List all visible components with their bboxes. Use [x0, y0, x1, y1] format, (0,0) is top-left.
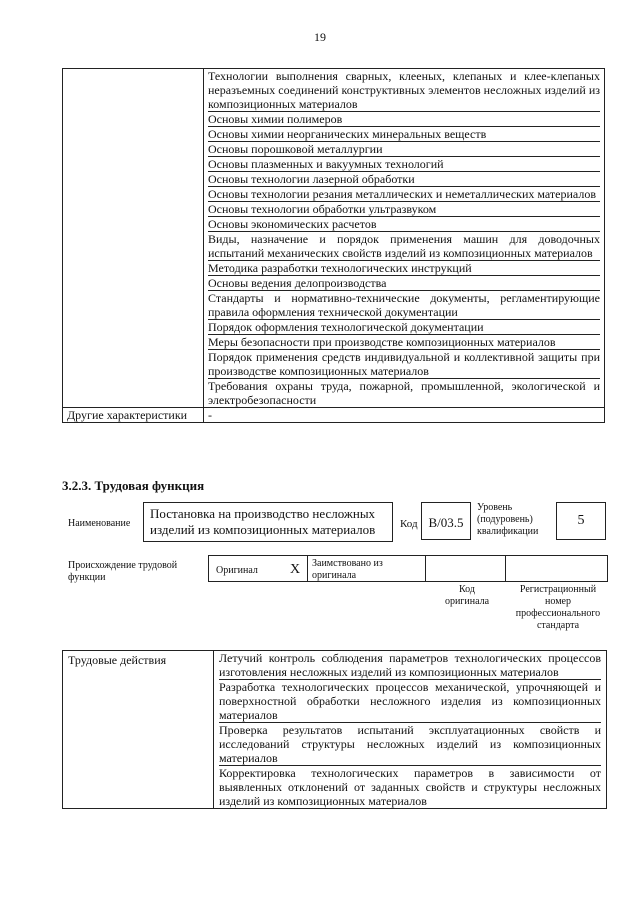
- level-label: Уровень (подуровень) квалификации: [477, 502, 539, 537]
- original-label: Оригинал: [216, 565, 258, 576]
- origin-divider: [425, 555, 426, 582]
- knowledge-item: Стандарты и нормативно-технические документы, регламентирующие правила оформления технической документации: [208, 291, 600, 319]
- knowledge-item: Основы экономических расчетов: [208, 216, 600, 231]
- knowledge-item: Требования охраны труда, пожарной, промышленной, экологической и электробезопасности: [208, 379, 600, 407]
- level-value: 5: [577, 513, 585, 528]
- actions-table: [62, 650, 607, 809]
- name-label: Наименование: [68, 518, 131, 529]
- knowledge-item: Виды, назначение и порядок применения машин для доводочных испытаний механических свойств изделий из композиционных материалов: [208, 232, 600, 260]
- knowledge-item: Порядок применения средств индивидуальной и коллективной защиты при производстве композиционных материалов: [208, 350, 600, 378]
- knowledge-item: Основы ведения делопроизводства: [208, 275, 600, 290]
- code-value: B/03.5: [428, 515, 464, 530]
- knowledge-item: Основы химии полимеров: [208, 111, 600, 126]
- action-item: Разработка технологических процессов механической, упрочняющей и поверхностной обработки несложного изделия из композиционных материалов: [219, 680, 601, 722]
- knowledge-item: Основы технологии обработки ультразвуком: [208, 201, 600, 216]
- knowledge-item: Методика разработки технологических инструкций: [208, 260, 600, 275]
- knowledge-item: Меры безопасности при производстве композиционных материалов: [208, 334, 600, 349]
- original-mark: X: [289, 562, 301, 577]
- other-characteristics-value: -: [204, 408, 605, 423]
- actions-label: Трудовые действия: [63, 651, 214, 809]
- knowledge-label-cell: [63, 69, 204, 408]
- origin-divider: [307, 555, 308, 582]
- code-original-label: Код оригинала: [444, 584, 490, 607]
- knowledge-items-cell: [204, 69, 605, 408]
- action-item: Проверка результатов испытаний эксплуатационных свойств и исследований структуры несложных изделий из композиционных материалов: [219, 723, 601, 765]
- section-title: 3.2.3. Трудовая функция: [62, 478, 205, 493]
- knowledge-item: Основы химии неорганических минеральных веществ: [208, 126, 600, 141]
- origin-divider: [505, 555, 506, 582]
- actions-items-cell: [214, 651, 607, 809]
- name-value: Постановка на производство несложных изделий из композиционных материалов: [150, 506, 376, 537]
- other-characteristics-label: Другие характеристики: [63, 408, 204, 423]
- action-item: Летучий контроль соблюдения параметров технологических процессов изготовления несложных изделий из композиционных материалов: [219, 651, 601, 679]
- knowledge-item: Основы плазменных и вакуумных технологий: [208, 156, 600, 171]
- page-number: 19: [314, 30, 326, 44]
- knowledge-table: [62, 68, 605, 423]
- origin-label: Происхождение трудовой функции: [68, 560, 178, 583]
- knowledge-item: Основы технологии лазерной обработки: [208, 171, 600, 186]
- knowledge-item: Технологии выполнения сварных, клееных, клепаных и клее-клепаных неразъемных соединений конструктивных элементов несложных изделий из композиционных материалов: [208, 69, 600, 111]
- action-item: Корректировка технологических параметров в зависимости от выявленных отклонений от заданных свойств и структуры несложных изделий из композиционных материалов: [219, 766, 601, 808]
- knowledge-item: Порядок оформления технологической документации: [208, 319, 600, 334]
- knowledge-item: Основы технологии резания металлических и неметаллических материалов: [208, 186, 600, 201]
- reg-number-label: Регистрационный номер профессионального стандарта: [515, 584, 601, 631]
- code-label: Код: [400, 518, 418, 530]
- knowledge-item: Основы порошковой металлургии: [208, 141, 600, 156]
- borrowed-label: Заимствовано из оригинала: [312, 558, 383, 581]
